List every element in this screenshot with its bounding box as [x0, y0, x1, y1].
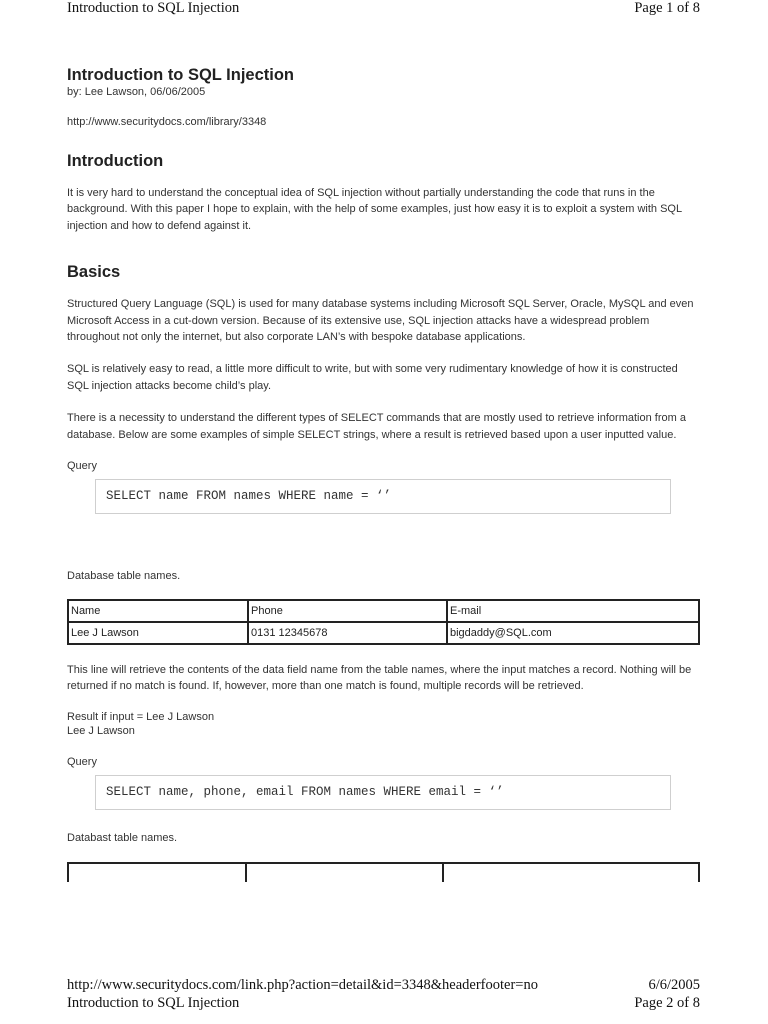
table-column-border: [442, 862, 444, 882]
introduction-paragraph: It is very hard to understand the conceptual idea of SQL injection without partially understanding the code that runs in the background. With this paper I hope to explain, with the help of some examples, just how easy it is to exploit a system with SQL injection and how to defend against it.: [67, 187, 682, 232]
query-label-1: Query: [67, 460, 97, 473]
basics-heading: Basics: [67, 263, 121, 282]
table-cell: bigdaddy@SQL.com: [447, 622, 699, 644]
introduction-heading: Introduction: [67, 152, 164, 170]
print-header: [67, 0, 700, 18]
print-footer: [67, 976, 700, 1012]
article-byline: by: Lee Lawson, 06/06/2005: [67, 86, 206, 98]
basics-paragraph-3: There is a necessity to understand the different types of SELECT commands that are mostly used to retrieve information from a database. Below are some examples of simple SELECT strings, where a result is retrieved based upon a user inputted value.: [67, 412, 686, 441]
database-table-2-partial: [67, 862, 700, 882]
table-row: [68, 622, 699, 644]
footer-date: 6/6/2005: [648, 977, 700, 993]
table-top-border: [67, 862, 700, 864]
table-header-cell: Phone: [248, 600, 447, 622]
basics-section: [67, 263, 700, 882]
article-url[interactable]: http://www.securitydocs.com/library/3348: [67, 116, 267, 128]
table-header-cell: E-mail: [447, 600, 699, 622]
table-label-1: Database table names.: [67, 570, 181, 583]
footer-page-number: Page 2 of 8: [634, 995, 700, 1011]
table-label-2: Databast table names.: [67, 831, 178, 844]
document-content: [67, 66, 700, 882]
result-line-2: Lee J Lawson: [67, 724, 135, 737]
article-title: Introduction to SQL Injection: [67, 66, 295, 84]
query-code-box-1: SELECT name FROM names WHERE name = ‘’: [95, 479, 671, 514]
basics-paragraph-1: Structured Query Language (SQL) is used for many database systems including Microsoft SQL Server, Oracle, MySQL and even Microsoft Access in a cut-down version. Because of its extensive use, SQL injection attacks have a widespread problem throughout not only the internet, but also corporate LAN’s with bespoke database applications.: [67, 298, 694, 344]
table-column-border: [67, 862, 69, 882]
footer-url[interactable]: http://www.securitydocs.com/link.php?action=detail&id=3348&headerfooter=no: [67, 977, 538, 993]
table-cell: Lee J Lawson: [68, 622, 248, 644]
table-column-border: [698, 862, 700, 882]
database-table-1: [67, 599, 700, 645]
query-code-box-2: SELECT name, phone, email FROM names WHERE email = ‘’: [95, 775, 671, 810]
basics-paragraph-4: This line will retrieve the contents of the data field name from the table names, where the input matches a record. Nothing will be returned if no match is found. If, however, more than one match is found, multiple records will be retrieved.: [67, 664, 692, 693]
table-column-border: [245, 862, 247, 882]
query-label-2: Query: [67, 755, 97, 768]
table-header-cell: Name: [68, 600, 248, 622]
table-header-row: [68, 600, 699, 622]
result-line-1: Result if input = Lee J Lawson: [67, 710, 215, 723]
introduction-section: [67, 152, 700, 234]
basics-paragraph-2: SQL is relatively easy to read, a little more difficult to write, but with some very rudimentary knowledge of how it is constructed SQL injection attacks become child’s play.: [67, 363, 678, 392]
table-cell: 0131 12345678: [248, 622, 447, 644]
footer-title: Introduction to SQL Injection: [67, 995, 240, 1011]
header-page-number: Page 1 of 8: [634, 0, 700, 16]
header-title: Introduction to SQL Injection: [67, 0, 240, 16]
